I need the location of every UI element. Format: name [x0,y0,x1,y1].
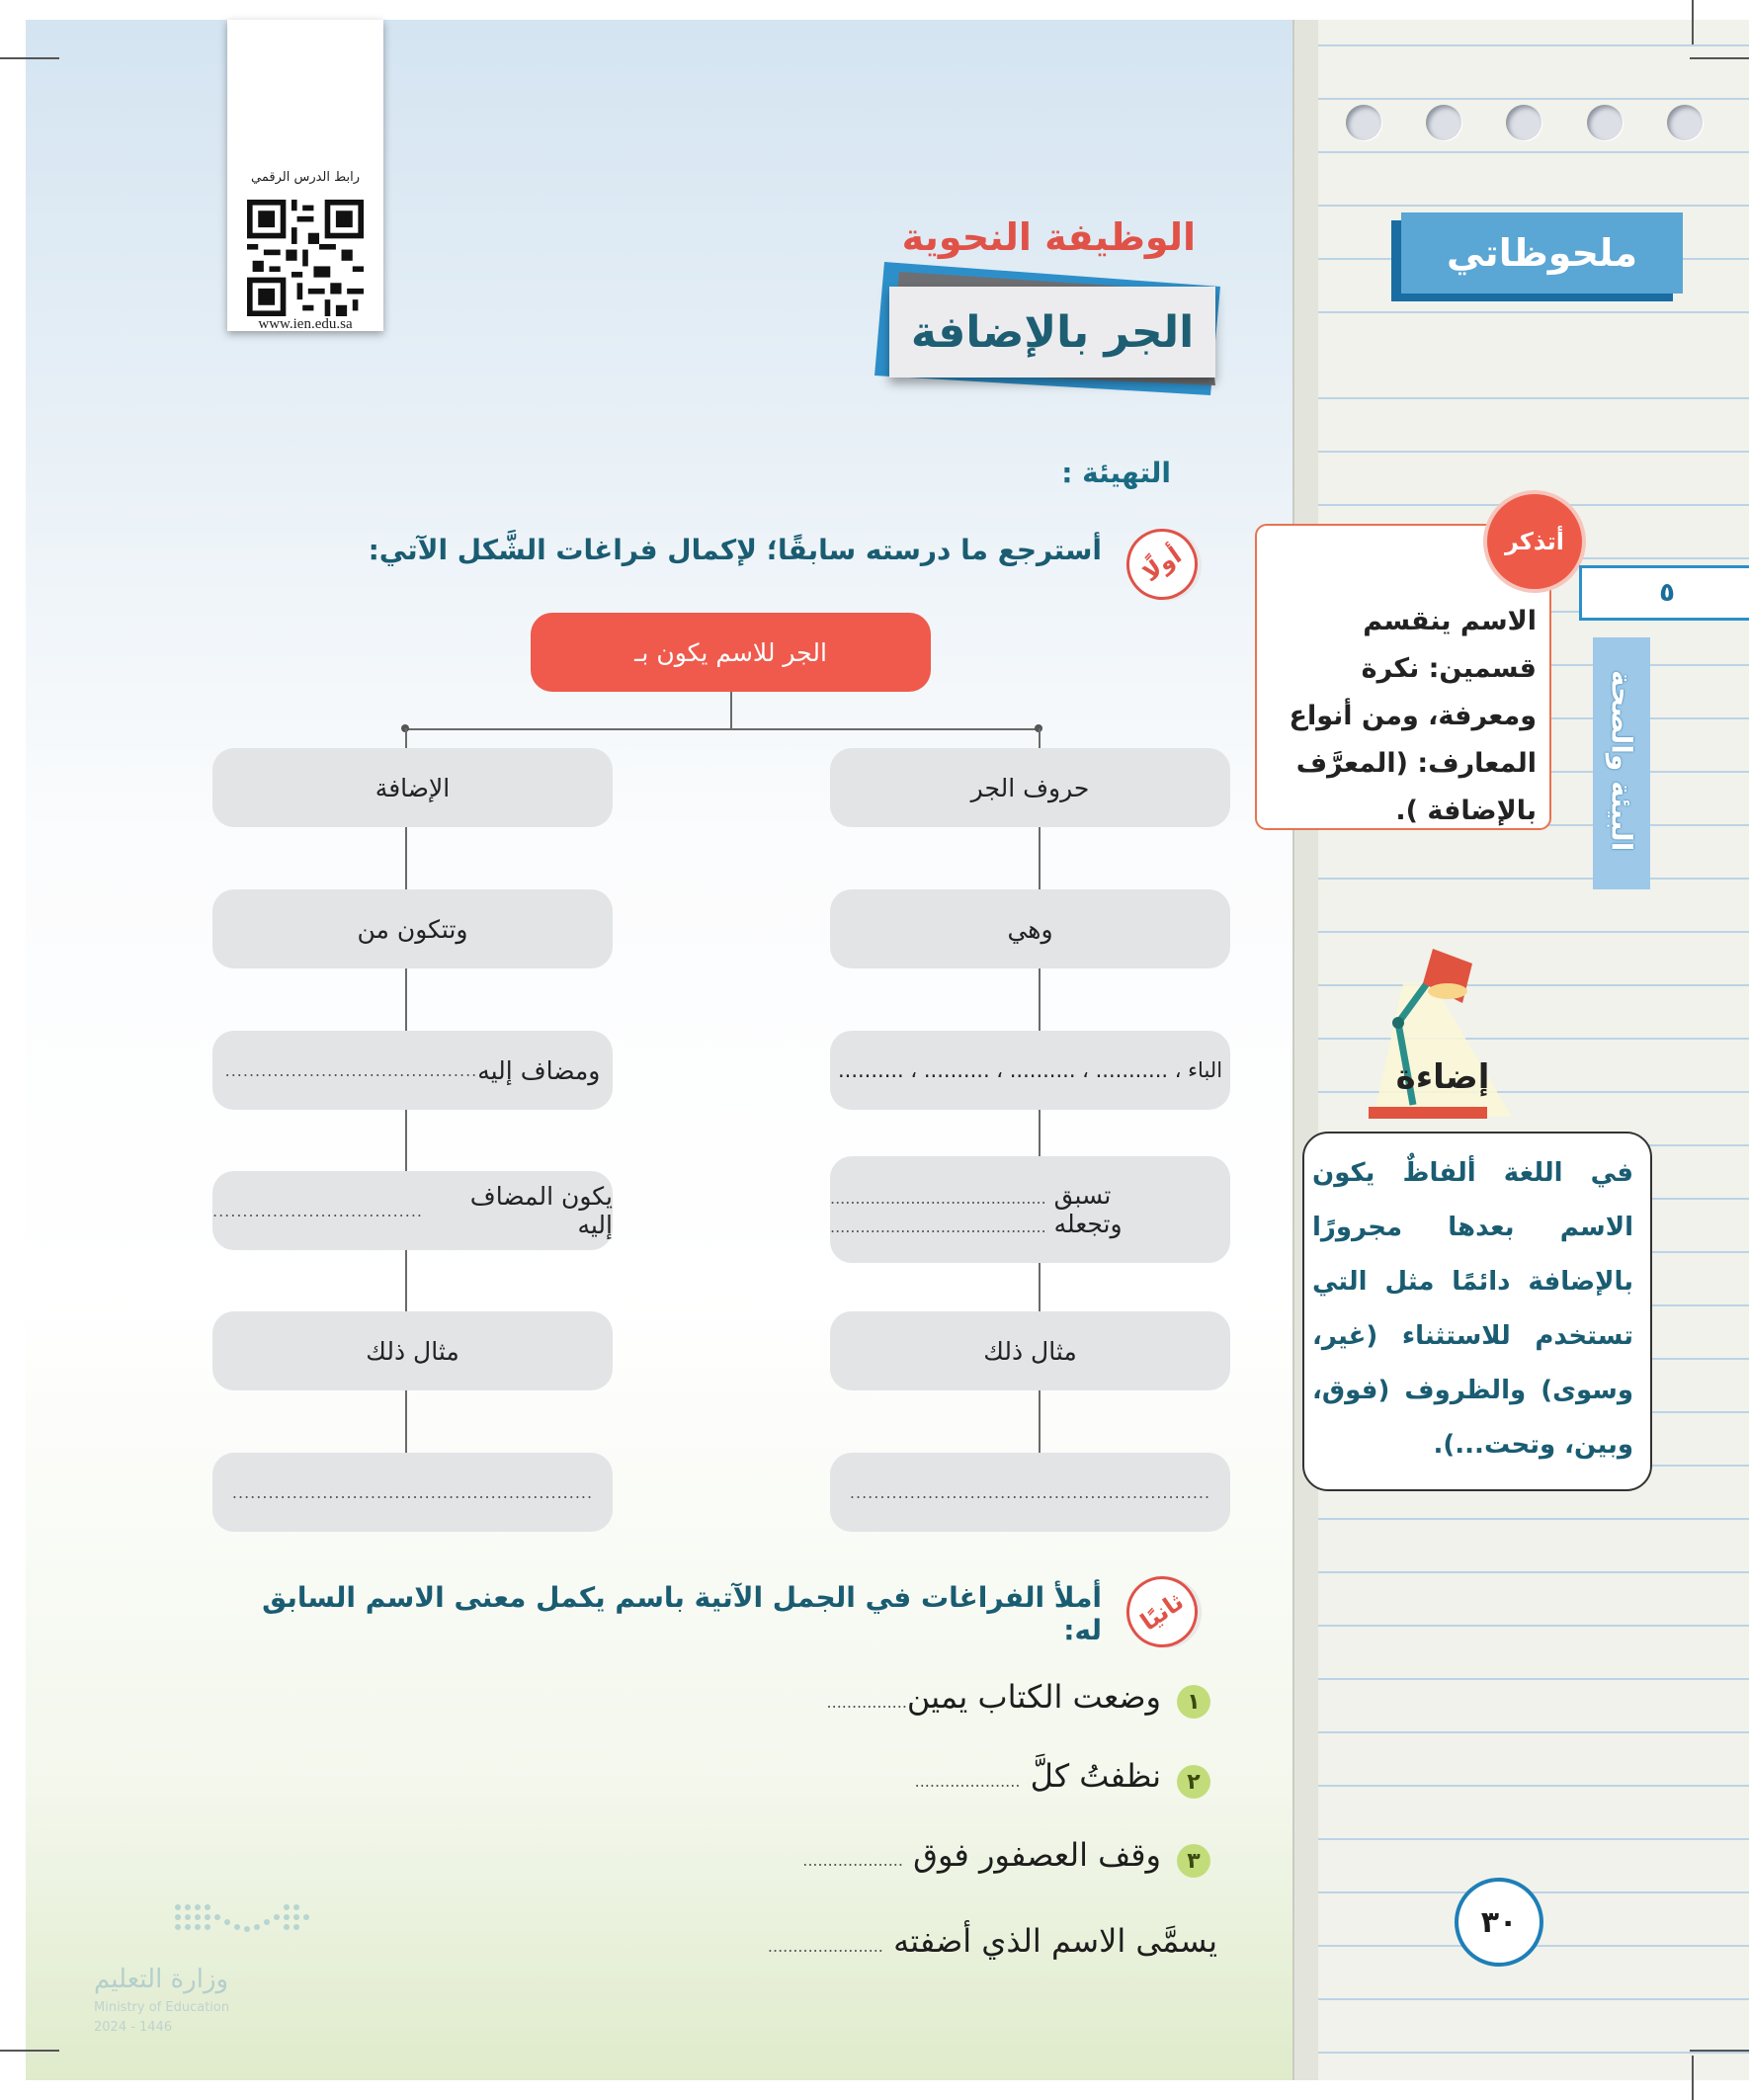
diagram-left-row5 [212,1311,613,1390]
diagram-right-row2 [830,889,1230,968]
node-text: الباء ، ........... ، .......... ، .......... ، .......... [837,1058,1223,1082]
final-sentence [593,1922,1217,1960]
ministry-name-ar: وزارة التعليم [94,1965,229,1994]
sentence-text: يسمَّى الاسم الذي أضفته [893,1922,1217,1960]
remember-text: الاسم ينقسم قسمين: نكرة ومعرفة، ومن أنواع المعارف: (المعرَّف بالإضافة ). [1289,606,1537,826]
fill-blank[interactable]: .................... [802,1851,903,1870]
fill-blank[interactable]: ........................................... [830,1218,1046,1236]
node-text: يكون المضاف إليه [469,1182,613,1239]
crop-mark [0,2050,59,2052]
fill-blank[interactable]: ............................................................ [849,1482,1211,1502]
notes-title: ملحوظاتي [1401,212,1683,294]
sentence-text: وقف العصفور فوق [913,1836,1161,1874]
page-number: ٣٠ [1455,1878,1543,1967]
qr-code-icon[interactable] [247,200,364,316]
diagram-left-row2 [212,889,613,968]
sentence-1 [593,1678,1161,1716]
diagram-left-header [212,748,613,827]
sentence-2 [593,1757,1161,1795]
node-text: تسبق [1053,1181,1112,1210]
diagram-right-row5 [830,1311,1230,1390]
binder-hole [1426,105,1461,140]
sentence-text: نظفتُ كلَّ [1030,1757,1161,1795]
lesson-title: الجر بالإضافة [889,287,1215,378]
connector [1039,728,1041,1519]
diagram-right-row6[interactable] [830,1453,1230,1532]
crop-mark [0,57,59,59]
fill-blank[interactable]: ..................... [914,1772,1021,1791]
warmup-label: التهيئة : [1061,457,1171,489]
sentence-text: وضعت الكتاب يمين [906,1678,1161,1716]
fill-blank[interactable]: ................ [826,1693,907,1712]
crop-mark [1690,57,1749,59]
lamp-icon [1344,929,1532,1127]
fill-blank[interactable]: ................................... [212,1201,424,1220]
connector [730,692,732,729]
item-number: ٣ [1177,1844,1210,1878]
fill-blank[interactable]: ............................................................ [231,1482,594,1502]
item-number: ١ [1177,1685,1210,1719]
ministry-name-en: Ministry of Education [94,2000,230,2015]
node-text: مثال ذلك [983,1336,1077,1366]
node-text: وهي [1007,914,1053,944]
ministry-year: 2024 - 1446 [94,2020,173,2035]
illumination-label: إضاءة [1395,1057,1490,1097]
binder-hole [1667,105,1703,140]
illumination-text: في اللغة ألفاظٌ يكون الاسم بعدها مجرورًا بالإضافة دائمًا مثل التي تستخدم للاستثناء (غير، وسوى) والظروف (فوق، وبين، وتحت...). [1312,1158,1633,1460]
fill-blank[interactable]: ....................... [767,1937,883,1956]
node-text: مثال ذلك [366,1336,459,1366]
diagram-right-row4[interactable] [830,1156,1230,1263]
qr-url[interactable]: www.ien.edu.sa [258,316,353,332]
diagram-left-row4[interactable] [212,1171,613,1250]
diagram-right-header [830,748,1230,827]
crop-mark [1690,2050,1749,2052]
unit-name: البيئة والصحة [1605,670,1638,852]
node-text: الإضافة [375,773,451,802]
binder-hole [1346,105,1381,140]
q1-badge: أولًا [1113,515,1211,614]
notes-margin [1292,20,1318,2080]
ministry-logo-icon [168,1897,326,1947]
item-number: ٢ [1177,1765,1210,1799]
sentence-3 [593,1836,1161,1874]
binder-hole [1506,105,1541,140]
q2-badge: ثانيًا [1113,1562,1211,1661]
unit-number: ٥ [1579,565,1749,621]
section-label: الوظيفة النحوية [901,215,1196,259]
node-text: حروف الجر [970,773,1090,802]
q2-text: أملأ الفراغات في الجمل الآتية باسم يكمل معنى الاسم السابق له: [262,1581,1102,1646]
diagram-left-row6[interactable] [212,1453,613,1532]
connector [405,728,407,1519]
fill-blank[interactable]: ........................................... [830,1189,1046,1208]
remember-badge: أتذكر [1487,494,1582,589]
binder-hole [1587,105,1623,140]
diagram-left-row3[interactable] [212,1031,613,1110]
connector [405,728,1040,730]
crop-mark [1692,2056,1694,2100]
node-text: وتجعله [1053,1210,1123,1238]
fill-blank[interactable]: .......................................... [224,1060,478,1080]
q1-text: أسترجع ما درسته سابقًا؛ لإكمال فراغات الشَّكل الآتي: [368,534,1102,566]
node-text: ومضاف إليه [477,1055,601,1085]
node-text: وتتكون من [357,914,468,944]
qr-label: رابط الدرس الرقمي [251,170,360,185]
diagram-root: الجر للاسم يكون بـ [531,613,931,692]
qr-card[interactable] [227,20,383,331]
crop-mark [1692,0,1694,44]
diagram-right-row3[interactable] [830,1031,1230,1110]
